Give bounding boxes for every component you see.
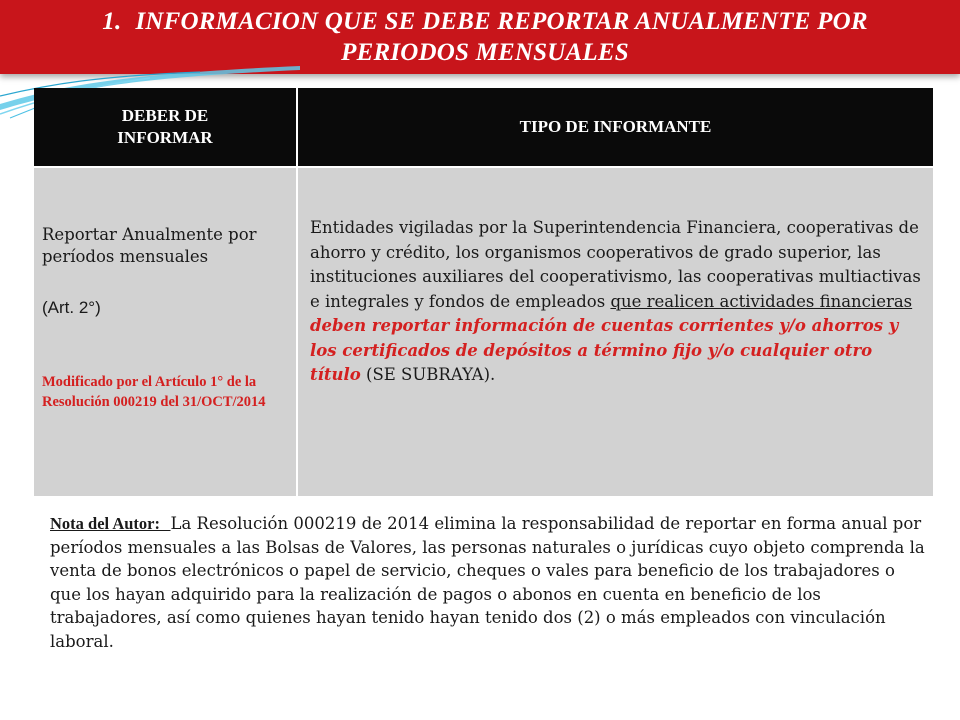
title-line-1: INFORMACION QUE SE DEBE REPORTAR ANUALMENTE POR: [135, 8, 868, 35]
page-title: [20, 6, 950, 68]
duty-article: (Art. 2°): [42, 298, 101, 317]
informant-suffix: (SE SUBRAYA).: [366, 365, 496, 384]
duty-text: Reportar Anualmente por períodos mensuales: [42, 225, 257, 266]
report-table: [34, 88, 933, 496]
informant-cell: [298, 168, 933, 496]
title-number: 1.: [102, 8, 122, 35]
informant-plain: Entidades vigiladas por la Superintendencia Financiera, cooperativas de ahorro y crédito, los organismos cooperativos de grado superior, las instituciones auxiliares del cooperativismo, las cooperativas multiactivas e integrales y fondos de empleados: [310, 218, 921, 311]
informant-underlined: que realicen actividades financieras: [610, 291, 913, 311]
author-note: [50, 512, 930, 653]
duty-cell: [34, 168, 296, 496]
note-text: La Resolución 000219 de 2014 elimina la responsabilidad de reportar en forma anual por períodos mensuales a las Bolsas de Valores, las personas naturales o jurídicas cuyo objeto comprenda la venta de bonos electrónicos o papel de servicio, cheques o vales para beneficio de los trabajadores o que los hayan adquirido para la realización de pagos o abonos en cuenta en beneficio de los trabajadores, así como quienes hayan tenido hayan tenido dos (2) o más empleados con vinculación laboral.: [50, 514, 925, 651]
header-informant: [298, 88, 933, 166]
header-informant-label: TIPO DE INFORMANTE: [519, 117, 712, 136]
title-line-2: PERIODOS MENSUALES: [341, 39, 629, 66]
duty-modified-note: Modificado por el Artículo 1° de la Resolución 000219 del 31/OCT/2014: [42, 374, 266, 410]
header-duty: [34, 88, 296, 166]
informant-highlight: deben reportar información de cuentas corrientes y/o ahorros y los certificados de depósitos a término fijo y/o cualquier otro título: [310, 316, 899, 384]
note-label: Nota del Autor:: [50, 514, 160, 533]
informant-text: [310, 216, 922, 388]
header-duty-label: DEBER DE INFORMAR: [117, 106, 213, 147]
